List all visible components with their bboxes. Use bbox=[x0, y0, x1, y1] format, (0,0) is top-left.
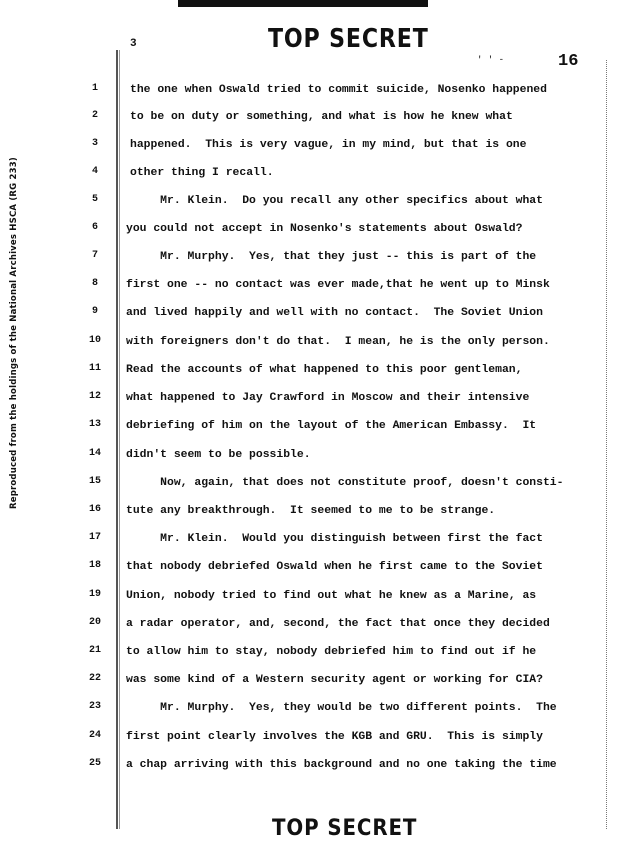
line-number: 21 bbox=[88, 645, 101, 656]
section-number: 3 bbox=[130, 38, 137, 50]
transcript-line: Mr. Klein. Would you distinguish between first the fact bbox=[126, 533, 543, 545]
line-number: 16 bbox=[88, 504, 101, 515]
transcript-line: a radar operator, and, second, the fact that once they decided bbox=[126, 618, 550, 630]
transcript-line: happened. This is very vague, in my mind, but that is one bbox=[130, 139, 527, 151]
transcript-line: was some kind of a Western security agent or working for CIA? bbox=[126, 674, 543, 686]
archive-note: Reproduced from the holdings of the National Archives HSCA (RG 233) bbox=[9, 157, 19, 509]
line-number: 5 bbox=[91, 194, 98, 205]
line-number: 19 bbox=[88, 589, 101, 600]
left-margin-rule-inner bbox=[119, 50, 120, 829]
line-number: 13 bbox=[88, 419, 101, 430]
line-number: 12 bbox=[88, 391, 101, 402]
transcript-line: first one -- no contact was ever made,that he went up to Minsk bbox=[126, 279, 550, 291]
line-number: 25 bbox=[88, 758, 101, 769]
transcript-line: Read the accounts of what happened to this poor gentleman, bbox=[126, 364, 523, 376]
transcript-line: that nobody debriefed Oswald when he first came to the Soviet bbox=[126, 561, 543, 573]
transcript-line: debriefing of him on the layout of the American Embassy. It bbox=[126, 420, 537, 432]
line-number: 6 bbox=[91, 222, 98, 233]
line-number: 7 bbox=[91, 250, 98, 261]
line-number: 24 bbox=[88, 730, 101, 741]
line-number: 10 bbox=[88, 335, 101, 346]
line-number: 18 bbox=[88, 560, 101, 571]
transcript-line: Mr. Klein. Do you recall any other specifics about what bbox=[126, 195, 543, 207]
transcript-line: a chap arriving with this background and no one taking the time bbox=[126, 759, 557, 771]
transcript-line: first point clearly involves the KGB and GRU. This is simply bbox=[126, 731, 543, 743]
classification-footer: TOP SECRET bbox=[272, 816, 418, 841]
transcript-line: what happened to Jay Crawford in Moscow and their intensive bbox=[126, 392, 530, 404]
page-number: 16 bbox=[558, 52, 579, 71]
transcript-line: the one when Oswald tried to commit suicide, Nosenko happened bbox=[130, 84, 547, 96]
line-number: 15 bbox=[88, 476, 101, 487]
transcript-line: Mr. Murphy. Yes, they would be two different points. The bbox=[126, 702, 557, 714]
transcript-line: with foreigners don't do that. I mean, he is the only person. bbox=[126, 336, 550, 348]
marks: ' ' - bbox=[477, 55, 505, 65]
transcript-line: didn't seem to be possible. bbox=[126, 449, 311, 461]
line-number: 22 bbox=[88, 673, 101, 684]
transcript-line: to be on duty or something, and what is how he knew what bbox=[130, 111, 513, 123]
line-number: 3 bbox=[91, 138, 98, 149]
line-number: 14 bbox=[88, 448, 101, 459]
line-number: 9 bbox=[91, 306, 98, 317]
transcript-line: Mr. Murphy. Yes, that they just -- this is part of the bbox=[126, 251, 537, 263]
classification-header: TOP SECRET bbox=[268, 24, 429, 54]
transcript-line: to allow him to stay, nobody debriefed him to find out if he bbox=[126, 646, 537, 658]
line-number: 1 bbox=[91, 83, 98, 94]
line-number: 11 bbox=[88, 363, 101, 374]
line-number: 4 bbox=[91, 166, 98, 177]
left-margin-rule bbox=[116, 50, 118, 829]
line-number: 8 bbox=[91, 278, 98, 289]
line-number: 20 bbox=[88, 617, 101, 628]
transcript-line: you could not accept in Nosenko's statements about Oswald? bbox=[126, 223, 523, 235]
line-number: 2 bbox=[91, 110, 98, 121]
transcript-line: tute any breakthrough. It seemed to me to be strange. bbox=[126, 505, 496, 517]
top-redaction-bar bbox=[178, 0, 428, 7]
line-number: 17 bbox=[88, 532, 101, 543]
transcript-line: and lived happily and well with no contact. The Soviet Union bbox=[126, 307, 543, 319]
transcript-line: Union, nobody tried to find out what he knew as a Marine, as bbox=[126, 590, 537, 602]
line-number: 23 bbox=[88, 701, 101, 712]
transcript-line: Now, again, that does not constitute proof, doesn't consti- bbox=[126, 477, 564, 489]
transcript-line: other thing I recall. bbox=[130, 167, 274, 179]
